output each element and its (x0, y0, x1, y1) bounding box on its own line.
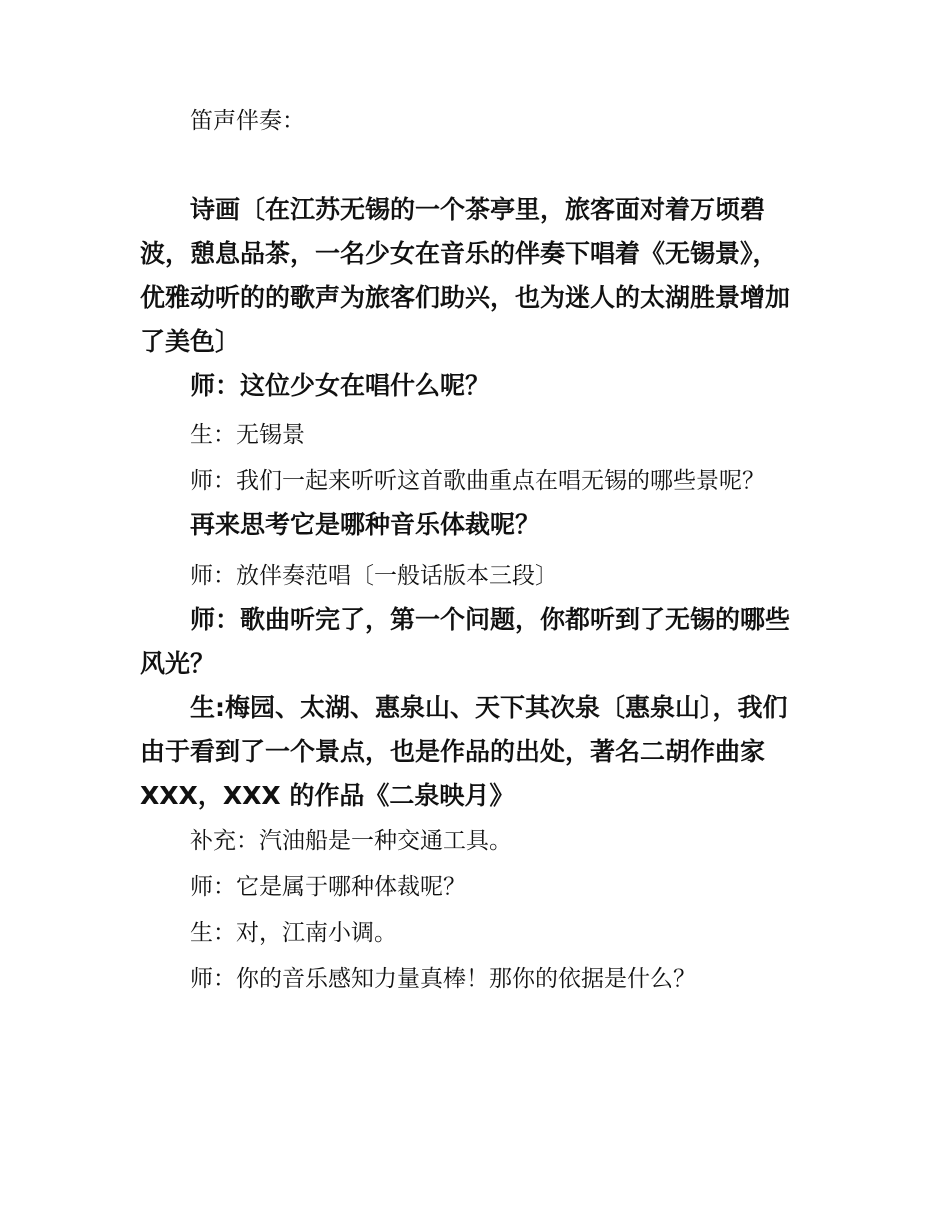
paragraph-teacher-question-2: 师：我们一起来听听这首歌曲重点在唱无锡的哪些景呢？ (190, 468, 765, 494)
paragraph-think-genre: 再来思考它是哪种音乐体裁呢？ (190, 510, 541, 539)
paragraph-teacher-question-5: 师：你的音乐感知力量真棒！那你的依据是什么？ (190, 966, 696, 992)
paragraph-student-answer-3: 生：对，江南小调。 (190, 920, 397, 946)
paragraph-teacher-question-1: 师：这位少女在唱什么呢？ (190, 371, 491, 400)
paragraph-flute-accompaniment: 笛声伴奏： (190, 108, 305, 134)
paragraph-teacher-question-3: 师：歌曲听完了，第一个问题，你都听到了无锡的哪些风光？ (140, 605, 791, 678)
paragraph-supplement: 补充：汽油船是一种交通工具。 (190, 828, 512, 854)
paragraph-play-demo: 师：放伴奏范唱〔一般话版本三段〕 (190, 563, 558, 589)
paragraph-teacher-question-4: 师：它是属于哪种体裁呢？ (190, 874, 466, 900)
paragraph-student-answer-1: 生：无锡景 (190, 422, 305, 448)
paragraph-student-answer-2: 生:梅园、太湖、惠泉山、天下其次泉〔惠泉山〕，我们由于看到了一个景点，也是作品的出处，著名二胡作曲家 XXX，XXX 的作品《二泉映月》 (140, 693, 788, 810)
paragraph-poem-scene: 诗画〔在江苏无锡的一个茶亭里，旅客面对着万顷碧波，憩息品茶，一名少女在音乐的伴奏下唱着《无锡景》，优雅动听的的歌声为旅客们助兴，也为迷人的太湖胜景增加了美色〕 (140, 195, 791, 356)
